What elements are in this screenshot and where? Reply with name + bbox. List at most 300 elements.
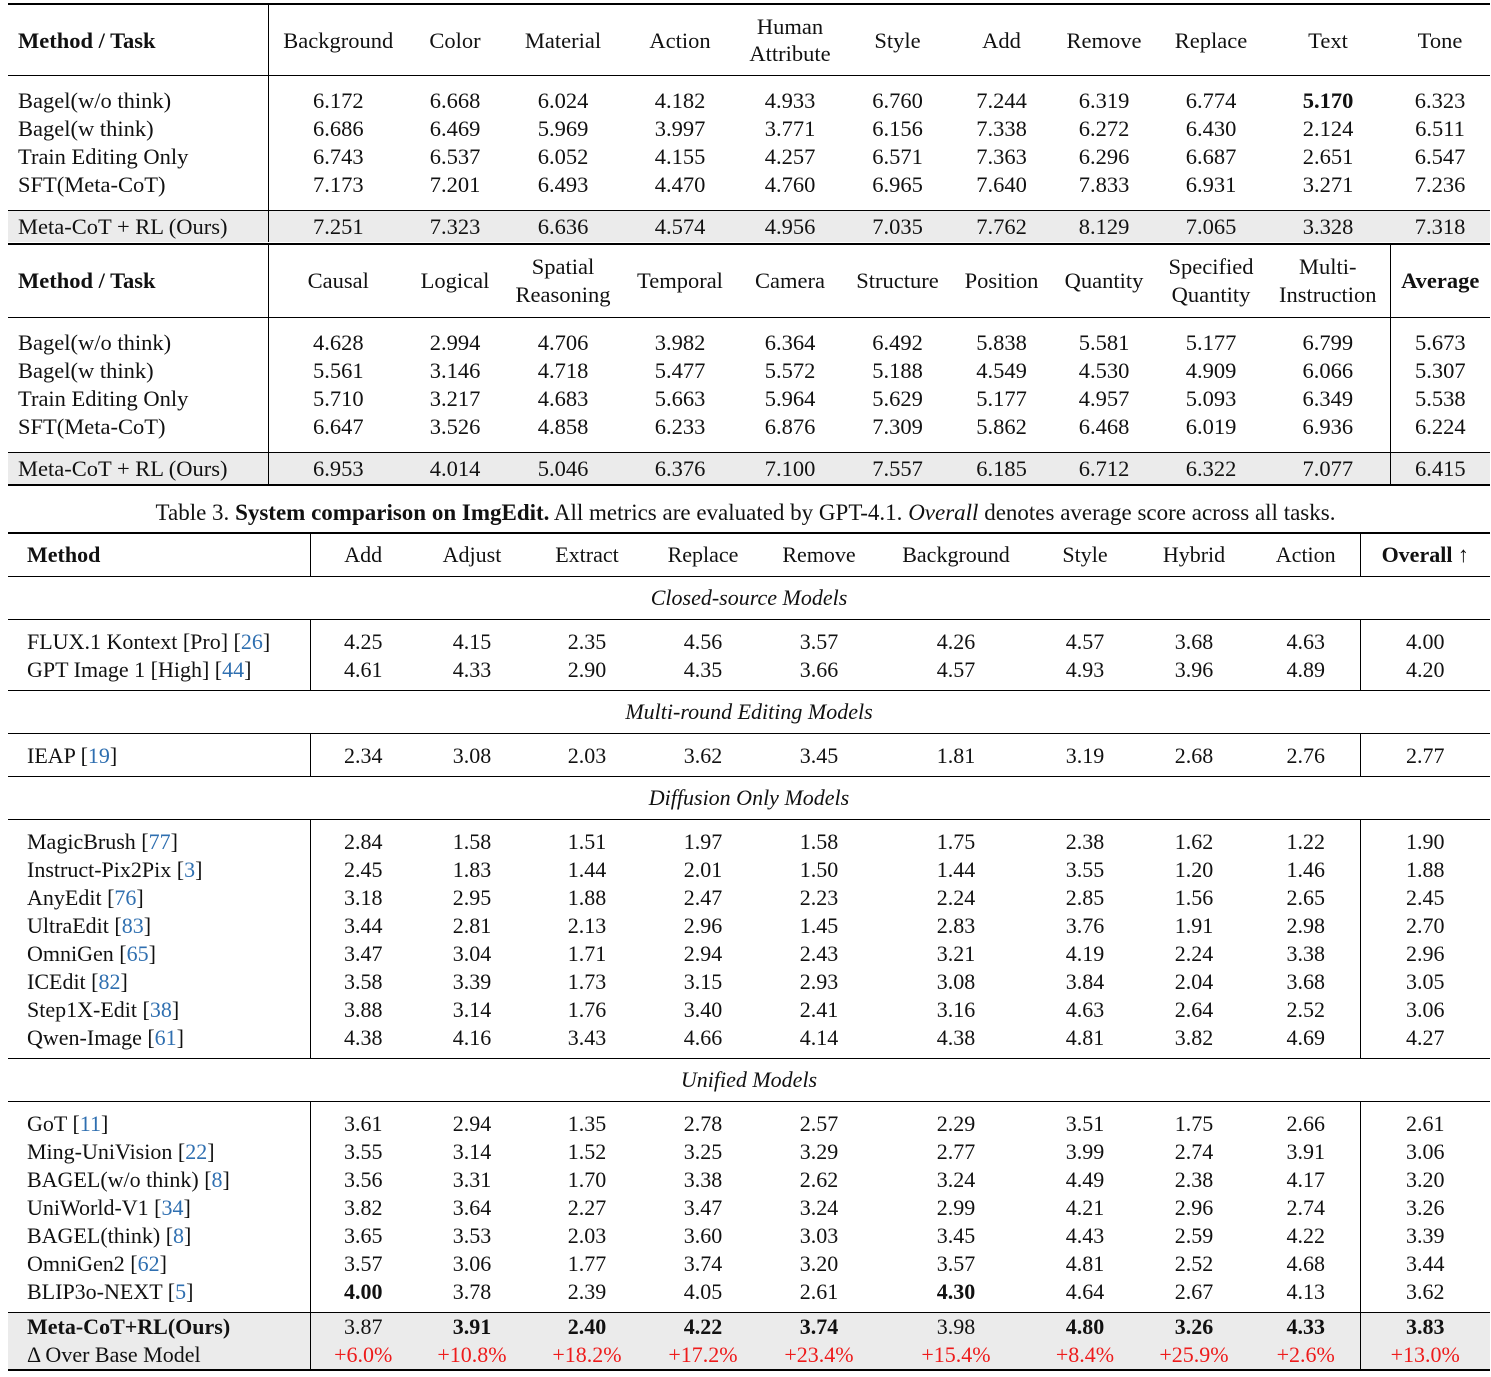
cell: 4.64: [1065, 1279, 1105, 1304]
cell: 2.03: [567, 743, 607, 768]
cell: 3.68: [1174, 629, 1214, 654]
cell: 3.40: [683, 997, 723, 1022]
header-line: Multi-: [1298, 254, 1357, 279]
cell: 4.628: [268, 329, 408, 357]
cell: 4.182: [654, 88, 706, 113]
method-name: UniWorld-V1: [27, 1195, 149, 1220]
table-row: [8, 115, 1490, 143]
section-title: Diffusion Only Models: [8, 777, 1490, 820]
cell: 2.74: [1174, 1139, 1214, 1164]
citation-link[interactable]: 83: [121, 913, 144, 938]
table-row: [8, 1110, 1490, 1138]
method-cell: UniWorld-V1 [34]: [27, 1195, 191, 1220]
cell: 3.88: [310, 996, 416, 1024]
method-cell: Qwen-Image [61]: [27, 1025, 184, 1050]
section-title-row: [8, 777, 1490, 820]
cell: 2.994: [429, 330, 481, 355]
citation-link[interactable]: 26: [240, 629, 263, 654]
cell-best: 7.065: [1156, 211, 1266, 243]
citation-link[interactable]: 77: [148, 829, 171, 854]
cell: 6.760: [872, 88, 923, 113]
cell: 4.35: [683, 657, 723, 682]
cell: 2.93: [799, 969, 839, 994]
cell: 4.16: [452, 1025, 492, 1050]
cell: 2.66: [1286, 1111, 1325, 1136]
table-row: [8, 1166, 1490, 1194]
table-row: [8, 828, 1490, 856]
cell: 2.94: [683, 941, 723, 966]
cell: 3.31: [452, 1167, 492, 1192]
method-name: FLUX.1 Kontext [Pro]: [27, 629, 229, 654]
cell: 3.51: [1065, 1111, 1105, 1136]
table-a-col-text: Text: [1266, 4, 1390, 76]
method-name: OmniGen: [27, 941, 114, 966]
table-a-col-tone: Tone: [1390, 4, 1490, 76]
cell: 2.70: [1360, 912, 1490, 940]
caption-text: denotes average score across all tasks.: [978, 500, 1336, 525]
cell: 2.90: [567, 657, 607, 682]
cell: 3.26: [1360, 1194, 1490, 1222]
cell: 7.309: [872, 414, 923, 439]
method-name: BAGEL(think): [27, 1223, 161, 1248]
cell: 2.47: [683, 885, 723, 910]
cell: 5.629: [872, 386, 923, 411]
cell: 3.53: [452, 1223, 492, 1248]
cell: 4.15: [452, 629, 492, 654]
table-a-col-material: Material: [502, 4, 624, 76]
cell: 6.172: [268, 87, 408, 115]
cell: 3.20: [1360, 1166, 1490, 1194]
method-name: Bagel(w/o think): [18, 88, 172, 113]
section-title: Unified Models: [8, 1059, 1490, 1102]
cell: 2.61: [799, 1279, 839, 1304]
cell: 6.349: [1302, 386, 1354, 411]
cell: 2.68: [1174, 743, 1214, 768]
citation-link[interactable]: 5: [175, 1279, 187, 1304]
cell: 6.876: [764, 414, 816, 439]
cell: 3.44: [310, 912, 416, 940]
cell: 7.236: [1414, 172, 1466, 197]
cell: 2.83: [936, 913, 976, 938]
header-line: Reasoning: [515, 282, 611, 307]
cell: 2.04: [1174, 969, 1214, 994]
cell: 7.833: [1078, 172, 1130, 197]
cell-best: 6.953: [268, 453, 408, 486]
cell: 2.52: [1174, 1251, 1214, 1276]
cell: 5.177: [1185, 330, 1237, 355]
cell: 2.74: [1286, 1195, 1325, 1220]
cell: 6.319: [1078, 88, 1130, 113]
cell: 2.52: [1286, 997, 1325, 1022]
cell: 6.156: [872, 116, 923, 141]
cell: 4.38: [310, 1024, 416, 1052]
cell-best: 6.712: [1052, 453, 1156, 486]
table-b-col-causal: Causal: [268, 244, 408, 318]
cell: 4.26: [936, 629, 976, 654]
cell: 3.96: [1174, 657, 1214, 682]
cell-best: 6.376: [624, 453, 736, 486]
citation-link[interactable]: 65: [126, 941, 149, 966]
table-b-col-position: Position: [951, 244, 1052, 318]
cell: 3.47: [683, 1195, 723, 1220]
method-name: Qwen-Image: [27, 1025, 142, 1050]
cell: 3.19: [1065, 743, 1105, 768]
cell: 5.862: [976, 414, 1027, 439]
cell: 6.024: [537, 88, 589, 113]
cell: 4.21: [1065, 1195, 1105, 1220]
method-cell: Step1X-Edit [38]: [27, 997, 180, 1022]
cell: 5.964: [764, 386, 816, 411]
cell: 7.201: [429, 172, 481, 197]
table-row: [8, 1194, 1490, 1222]
cell: 2.77: [1360, 742, 1490, 770]
cell: 2.43: [799, 941, 839, 966]
cell: 3.78: [452, 1279, 492, 1304]
table-b-col-spatial-reasoning: [502, 244, 624, 318]
cell: 2.96: [1174, 1195, 1214, 1220]
method-name: Meta-CoT+RL(Ours): [8, 1313, 310, 1342]
cell: 2.81: [452, 913, 492, 938]
cell: 4.530: [1078, 358, 1130, 383]
cell: 3.43: [567, 1025, 607, 1050]
table-row: [8, 628, 1490, 656]
cell: 1.73: [567, 969, 607, 994]
cell: 1.62: [1174, 829, 1214, 854]
cell: 4.81: [1065, 1251, 1105, 1276]
table-b-col-quantity: Quantity: [1052, 244, 1156, 318]
table-a-col-remove: Remove: [1052, 4, 1156, 76]
table-b-col-camera: Camera: [736, 244, 844, 318]
cell: 3.982: [654, 330, 706, 355]
table-a-col-background: Background: [268, 4, 408, 76]
header-line: Spatial: [531, 254, 595, 279]
method-cell: ICEdit [82]: [27, 969, 128, 994]
method-cell: OmniGen [65]: [27, 941, 156, 966]
cell: 3.18: [310, 884, 416, 912]
cell: 3.74: [683, 1251, 723, 1276]
cell: 2.96: [1360, 940, 1490, 968]
cell-best: 7.318: [1390, 211, 1490, 243]
citation-link[interactable]: 76: [114, 885, 137, 910]
cell: 4.22: [646, 1313, 760, 1342]
method-cell: BAGEL(w/o think) [8]: [27, 1167, 230, 1192]
cell: 1.97: [683, 829, 723, 854]
cell: 6.468: [1078, 414, 1130, 439]
cell-best: 8.129: [1052, 211, 1156, 243]
cell: 1.75: [936, 829, 976, 854]
cell: 2.77: [936, 1139, 976, 1164]
cell: 3.24: [936, 1167, 976, 1192]
table-3-col-remove: Remove: [760, 533, 878, 577]
method-cell: Ming-UniVision [22]: [27, 1139, 215, 1164]
method-name: Bagel(w think): [18, 358, 154, 383]
cell: 6.799: [1302, 330, 1354, 355]
cell: 2.01: [683, 857, 723, 882]
table-caption: [0, 498, 1491, 528]
method-name: Step1X-Edit: [27, 997, 137, 1022]
method-name: Meta-CoT + RL (Ours): [8, 211, 268, 243]
cell: 3.44: [1360, 1250, 1490, 1278]
table-row: [8, 143, 1490, 171]
cell: 2.84: [310, 828, 416, 856]
cell: 4.33: [452, 657, 492, 682]
method-name: Bagel(w/o think): [18, 330, 172, 355]
cell: 4.80: [1034, 1313, 1136, 1342]
cell: 3.20: [799, 1251, 839, 1276]
cell: 2.62: [799, 1167, 839, 1192]
cell: 2.38: [1065, 829, 1105, 854]
table-row: [8, 884, 1490, 912]
method-name: MagicBrush: [27, 829, 136, 854]
cell: 6.571: [872, 144, 923, 169]
cell: 3.15: [683, 969, 723, 994]
cell: 2.78: [683, 1111, 723, 1136]
table-3-col-hybrid: Hybrid: [1136, 533, 1252, 577]
citation-link[interactable]: 44: [222, 657, 245, 682]
table-row: [8, 856, 1490, 884]
cell: 2.29: [936, 1111, 976, 1136]
method-cell: GPT Image 1 [High] [44]: [27, 657, 252, 682]
cell: 5.969: [537, 116, 589, 141]
cell: 2.24: [1174, 941, 1214, 966]
table-row: [8, 912, 1490, 940]
cell: 3.05: [1360, 968, 1490, 996]
citation-link[interactable]: 3: [184, 857, 196, 882]
cell: 3.14: [452, 1139, 492, 1164]
table-row: [8, 1250, 1490, 1278]
cell: 2.27: [567, 1195, 607, 1220]
citation-link[interactable]: 34: [161, 1195, 184, 1220]
table-3-col-extract: Extract: [528, 533, 646, 577]
delta-cell: +2.6%: [1252, 1341, 1360, 1370]
cell: 5.572: [764, 358, 816, 383]
cell: 4.718: [537, 358, 589, 383]
table-3-body: [8, 577, 1490, 1371]
table-b-col-logical: Logical: [408, 244, 502, 318]
cell: 6.066: [1302, 358, 1354, 383]
cell: 4.25: [310, 628, 416, 656]
cell: 2.39: [567, 1279, 607, 1304]
method-name: OmniGen2: [27, 1251, 125, 1276]
cell: 3.38: [683, 1167, 723, 1192]
cell: 4.57: [1065, 629, 1105, 654]
table-row: [8, 329, 1490, 357]
method-name: ICEdit: [27, 969, 86, 994]
method-name: BLIP3o-NEXT: [27, 1279, 163, 1304]
citation-link[interactable]: 22: [185, 1139, 208, 1164]
cell: 3.68: [1286, 969, 1325, 994]
cell: 4.05: [683, 1279, 723, 1304]
cell: 4.22: [1286, 1223, 1325, 1248]
method-name: SFT(Meta-CoT): [18, 172, 166, 197]
cell: 3.82: [310, 1194, 416, 1222]
cell: 5.581: [1078, 330, 1130, 355]
method-cell: FLUX.1 Kontext [Pro] [26]: [27, 629, 271, 654]
ours-row: [8, 211, 1490, 243]
citation-link[interactable]: 8: [173, 1223, 185, 1248]
cell: 5.538: [1390, 385, 1490, 413]
cell: 1.50: [799, 857, 839, 882]
cell: 3.06: [1360, 1138, 1490, 1166]
table-3-col-adjust: Adjust: [416, 533, 528, 577]
cell: 2.40: [528, 1313, 646, 1342]
table-row: [8, 742, 1490, 770]
method-name: GPT Image 1 [High]: [27, 657, 210, 682]
method-name: Ming-UniVision: [27, 1139, 173, 1164]
cell: 6.936: [1302, 414, 1354, 439]
citation-link[interactable]: 11: [79, 1111, 101, 1136]
delta-cell: +17.2%: [646, 1341, 760, 1370]
cell: 2.98: [1286, 913, 1325, 938]
method-name: AnyEdit: [27, 885, 102, 910]
delta-cell: +10.8%: [416, 1341, 528, 1370]
table-b: [8, 243, 1490, 486]
cell: 3.62: [683, 743, 723, 768]
cell: 6.233: [654, 414, 706, 439]
method-name: Meta-CoT + RL (Ours): [8, 453, 268, 486]
cell: 6.931: [1185, 172, 1237, 197]
cell: 3.997: [654, 116, 706, 141]
cell: 3.03: [799, 1223, 839, 1248]
cell: 2.94: [452, 1111, 492, 1136]
table-a-col-add: Add: [951, 4, 1052, 76]
cell: 2.34: [310, 742, 416, 770]
delta-cell: +8.4%: [1034, 1341, 1136, 1370]
table-row: [8, 1024, 1490, 1052]
cell-best: 4.574: [624, 211, 736, 243]
cell: 6.430: [1185, 116, 1237, 141]
citation-link[interactable]: 62: [137, 1251, 160, 1276]
delta-row: [8, 1341, 1490, 1370]
cell: 5.838: [976, 330, 1027, 355]
cell: 3.45: [936, 1223, 976, 1248]
cell: 3.98: [878, 1313, 1034, 1342]
cell: 1.83: [452, 857, 492, 882]
cell: 1.44: [936, 857, 976, 882]
section-title-row: [8, 1059, 1490, 1102]
cell-best: 6.322: [1156, 453, 1266, 486]
cell: 3.29: [799, 1139, 839, 1164]
table-3-col-style: Style: [1034, 533, 1136, 577]
cell: 4.549: [976, 358, 1027, 383]
cell: 4.63: [1286, 629, 1325, 654]
citation-link[interactable]: 8: [211, 1167, 223, 1192]
cell: 4.30: [936, 1279, 976, 1304]
cell: 5.477: [654, 358, 706, 383]
cell: 6.774: [1185, 88, 1237, 113]
table-row: [8, 87, 1490, 115]
cell: 2.45: [310, 856, 416, 884]
table-b-col-average: Average: [1390, 244, 1490, 318]
cell: 2.124: [1302, 116, 1354, 141]
method-cell: IEAP [19]: [27, 743, 118, 768]
cell: 3.57: [310, 1250, 416, 1278]
cell: 7.338: [976, 116, 1027, 141]
method-name: UltraEdit: [27, 913, 109, 938]
cell: 2.65: [1286, 885, 1325, 910]
section-title-row: [8, 691, 1490, 734]
cell: 4.14: [799, 1025, 839, 1050]
cell: 1.51: [567, 829, 607, 854]
caption-label: Table 3.: [155, 500, 230, 525]
citation-link[interactable]: 82: [98, 969, 121, 994]
cell: 1.77: [567, 1251, 607, 1276]
cell: 1.44: [567, 857, 607, 882]
cell: 3.39: [1360, 1222, 1490, 1250]
cell: 3.62: [1360, 1278, 1490, 1306]
delta-cell: +18.2%: [528, 1341, 646, 1370]
cell: 4.27: [1360, 1024, 1490, 1052]
table-a-col-replace: Replace: [1156, 4, 1266, 76]
cell: 2.96: [683, 913, 723, 938]
table-3-col-add: Add: [310, 533, 416, 577]
cell: 6.469: [429, 116, 481, 141]
cell-best: 7.762: [951, 211, 1052, 243]
citation-link[interactable]: 19: [87, 743, 110, 768]
table-row: [8, 968, 1490, 996]
cell: 4.81: [1065, 1025, 1105, 1050]
cell: 6.511: [1415, 116, 1465, 141]
cell: 3.76: [1065, 913, 1105, 938]
cell: 3.58: [310, 968, 416, 996]
cell: 3.57: [936, 1251, 976, 1276]
citation-link[interactable]: 38: [149, 997, 172, 1022]
cell: 2.57: [799, 1111, 839, 1136]
cell: 3.57: [799, 629, 839, 654]
table-a-header-method: Method / Task: [8, 4, 268, 76]
cell: 3.60: [683, 1223, 723, 1248]
cell: 5.307: [1390, 357, 1490, 385]
cell: 5.177: [976, 386, 1027, 411]
cell: 3.21: [936, 941, 976, 966]
cell: 6.647: [268, 413, 408, 441]
method-name: SFT(Meta-CoT): [18, 414, 166, 439]
cell: 3.526: [429, 414, 481, 439]
cell: 3.146: [429, 358, 481, 383]
method-name: Bagel(w think): [18, 116, 154, 141]
table-3-col-overall: Overall ↑: [1360, 533, 1490, 577]
cell: 3.45: [799, 743, 839, 768]
section-title: Closed-source Models: [8, 577, 1490, 620]
cell: 1.58: [799, 829, 839, 854]
cell: 1.88: [1360, 856, 1490, 884]
citation-link[interactable]: 61: [154, 1025, 177, 1050]
caption-emphasis: Overall: [908, 500, 979, 525]
cell: 5.093: [1185, 386, 1237, 411]
cell: 2.41: [799, 997, 839, 1022]
cell-best: 5.046: [502, 453, 624, 486]
cell: 6.323: [1414, 88, 1466, 113]
cell: 4.66: [683, 1025, 723, 1050]
cell: 1.35: [567, 1111, 607, 1136]
cell: 4.470: [654, 172, 706, 197]
cell: 3.24: [799, 1195, 839, 1220]
cell: 3.56: [310, 1166, 416, 1194]
cell: 6.492: [872, 330, 923, 355]
cell: 6.296: [1078, 144, 1130, 169]
cell: 2.23: [799, 885, 839, 910]
cell: 6.052: [537, 144, 589, 169]
table-b-col-specified-quantity: [1156, 244, 1266, 318]
cell: 3.47: [310, 940, 416, 968]
header-line: Instruction: [1279, 282, 1377, 307]
cell: 1.81: [936, 743, 976, 768]
method-cell: AnyEdit [76]: [27, 885, 144, 910]
cell: 6.547: [1414, 144, 1466, 169]
cell: 4.00: [1360, 628, 1490, 656]
cell: 1.71: [567, 941, 607, 966]
table-row: [8, 413, 1490, 441]
